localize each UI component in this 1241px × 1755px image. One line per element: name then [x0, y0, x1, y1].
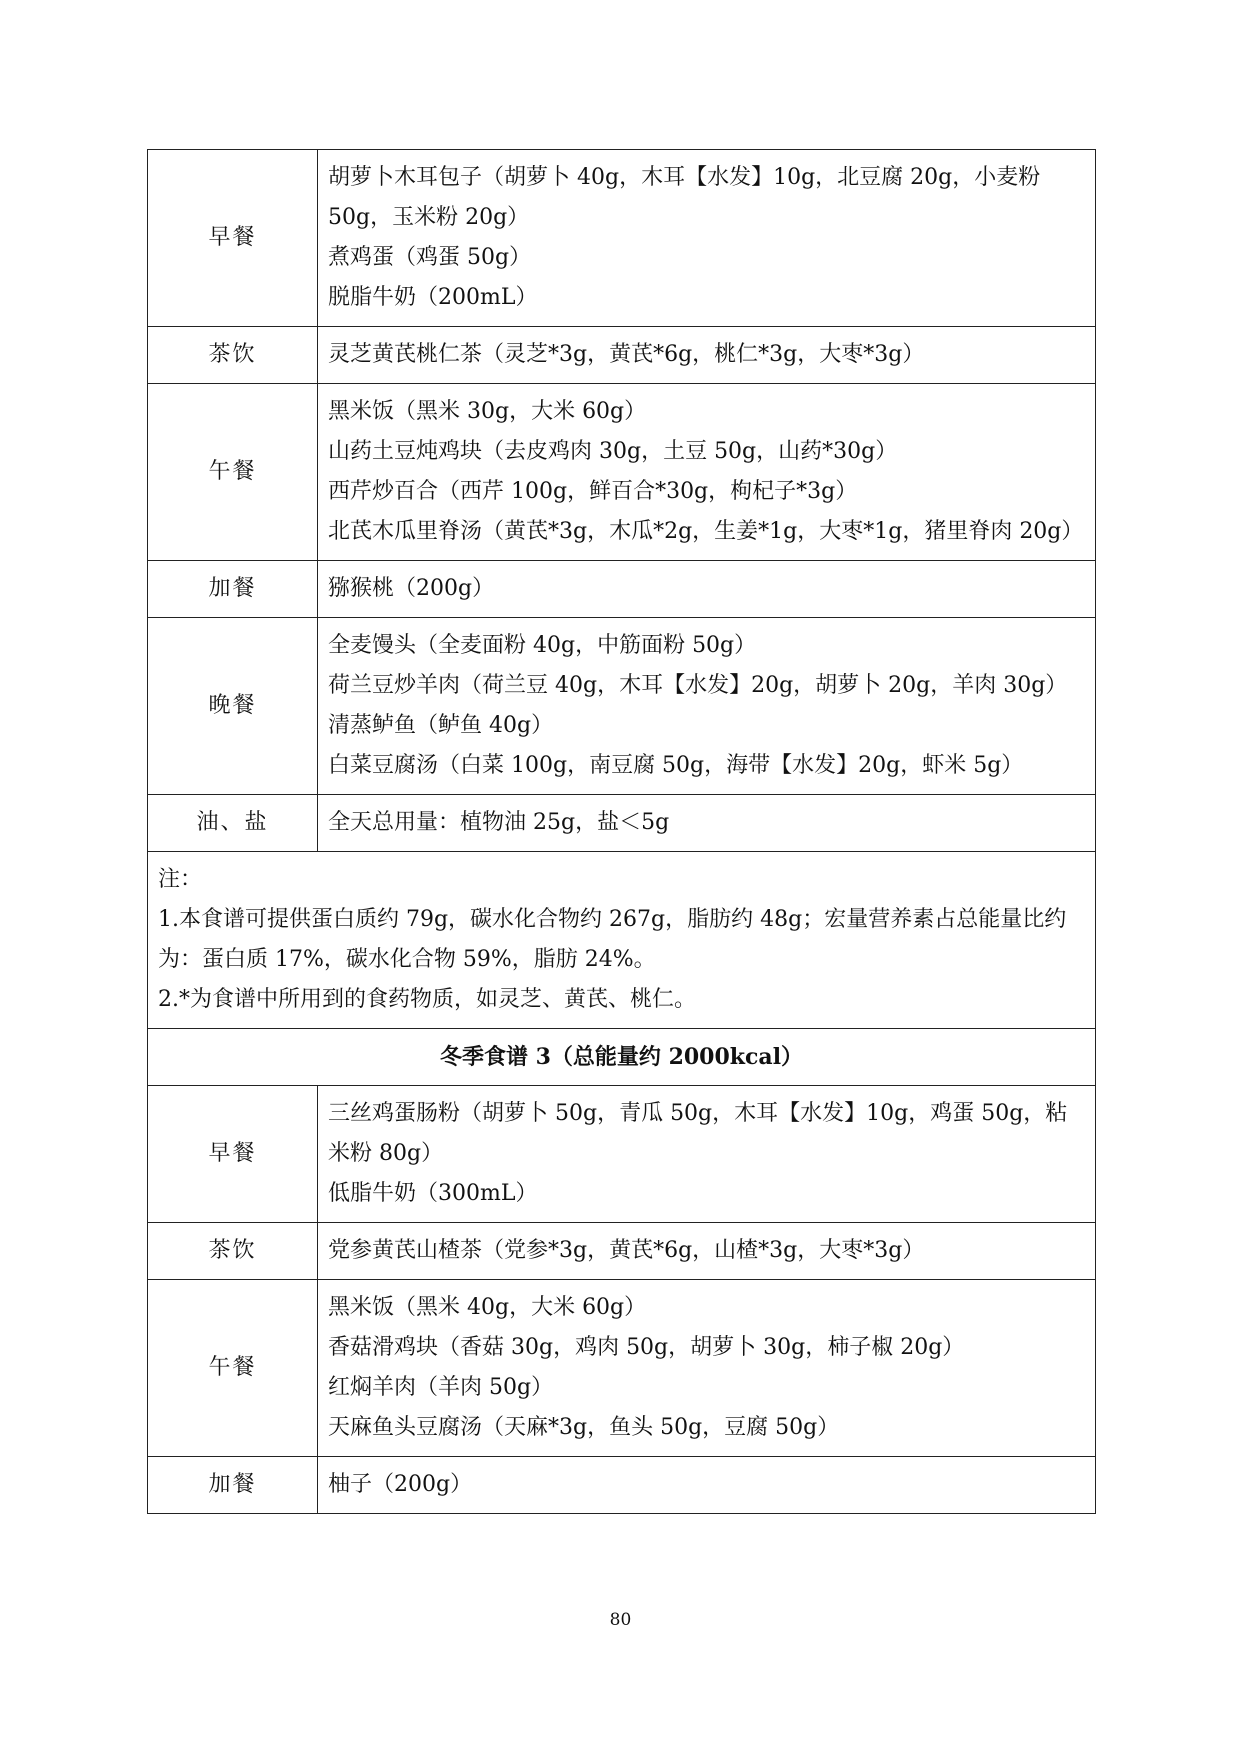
page-number: 80 [609, 1610, 632, 1630]
meal-item: 白菜豆腐汤（白菜 100g，南豆腐 50g，海带【水发】20g，虾米 5g） [328, 753, 1024, 778]
meal-label: 加餐 [148, 1457, 318, 1514]
meal-item: 全天总用量：植物油 25g，盐＜5g [328, 810, 670, 835]
meal-label: 油、盐 [148, 795, 318, 852]
meal-items [318, 327, 1096, 384]
meal-item: 黑米饭（黑米 30g，大米 60g） [328, 399, 647, 424]
meal-item: 低脂牛奶（300mL） [328, 1181, 538, 1206]
meal-items [318, 150, 1096, 327]
meal-item: 胡萝卜木耳包子（胡萝卜 40g，木耳【水发】10g，北豆腐 20g，小麦粉 50g，玉米粉 20g） [328, 165, 1041, 230]
meal-item: 红焖羊肉（羊肉 50g） [328, 1375, 554, 1400]
meal-item: 黑米饭（黑米 40g，大米 60g） [328, 1295, 647, 1320]
section-header-row [148, 1029, 1096, 1086]
meal-item: 猕猴桃（200g） [328, 576, 495, 601]
note-cell [148, 852, 1096, 1029]
table-row [148, 1280, 1096, 1457]
meal-item: 煮鸡蛋（鸡蛋 50g） [328, 245, 532, 270]
meal-items [318, 1086, 1096, 1223]
meal-item: 脱脂牛奶（200mL） [328, 285, 538, 310]
meal-item: 党参黄芪山楂茶（党参*3g，黄芪*6g，山楂*3g，大枣*3g） [328, 1238, 925, 1263]
table-row [148, 150, 1096, 327]
meal-item: 西芹炒百合（西芹 100g，鲜百合*30g，枸杞子*3g） [328, 479, 858, 504]
table-row [148, 1457, 1096, 1514]
meal-label: 早餐 [148, 1086, 318, 1223]
table-row [148, 561, 1096, 618]
meal-item: 荷兰豆炒羊肉（荷兰豆 40g，木耳【水发】20g，胡萝卜 20g，羊肉 30g） [328, 673, 1068, 698]
meal-items [318, 1280, 1096, 1457]
meal-item: 清蒸鲈鱼（鲈鱼 40g） [328, 713, 554, 738]
meal-label: 茶饮 [148, 1223, 318, 1280]
recipe-table [147, 149, 1096, 1514]
meal-label: 午餐 [148, 384, 318, 561]
meal-item: 柚子（200g） [328, 1472, 473, 1497]
table-row [148, 618, 1096, 795]
meal-items [318, 384, 1096, 561]
note-line: 1.本食谱可提供蛋白质约 79g，碳水化合物约 267g，脂肪约 48g；宏量营养素占总能量比约为：蛋白质 17%，碳水化合物 59%，脂肪 24%。 [158, 907, 1067, 972]
meal-label: 加餐 [148, 561, 318, 618]
meal-items [318, 1223, 1096, 1280]
meal-items [318, 561, 1096, 618]
meal-item: 全麦馒头（全麦面粉 40g，中筋面粉 50g） [328, 633, 757, 658]
meal-item: 北芪木瓜里脊汤（黄芪*3g，木瓜*2g，生姜*1g，大枣*1g，猪里脊肉 20g） [328, 519, 1084, 544]
meal-items [318, 618, 1096, 795]
meal-items [318, 1457, 1096, 1514]
meal-label: 晚餐 [148, 618, 318, 795]
table-row [148, 327, 1096, 384]
meal-item: 山药土豆炖鸡块（去皮鸡肉 30g，土豆 50g，山药*30g） [328, 439, 898, 464]
table-row [148, 384, 1096, 561]
meal-item: 灵芝黄芪桃仁茶（灵芝*3g，黄芪*6g，桃仁*3g，大枣*3g） [328, 342, 925, 367]
note-row [148, 852, 1096, 1029]
meal-item: 天麻鱼头豆腐汤（天麻*3g，鱼头 50g，豆腐 50g） [328, 1415, 840, 1440]
meal-label: 茶饮 [148, 327, 318, 384]
meal-item: 三丝鸡蛋肠粉（胡萝卜 50g，青瓜 50g，木耳【水发】10g，鸡蛋 50g，粘米粉 80g） [328, 1101, 1068, 1166]
table-row [148, 795, 1096, 852]
table-row [148, 1086, 1096, 1223]
note-title: 注： [158, 867, 203, 892]
meal-items [318, 795, 1096, 852]
meal-label: 早餐 [148, 150, 318, 327]
section-title: 冬季食谱 3（总能量约 2000kcal） [148, 1029, 1096, 1086]
table-row [148, 1223, 1096, 1280]
meal-item: 香菇滑鸡块（香菇 30g，鸡肉 50g，胡萝卜 30g，柿子椒 20g） [328, 1335, 965, 1360]
meal-label: 午餐 [148, 1280, 318, 1457]
note-line: 2.*为食谱中所用到的食药物质，如灵芝、黄芪、桃仁。 [158, 987, 696, 1012]
